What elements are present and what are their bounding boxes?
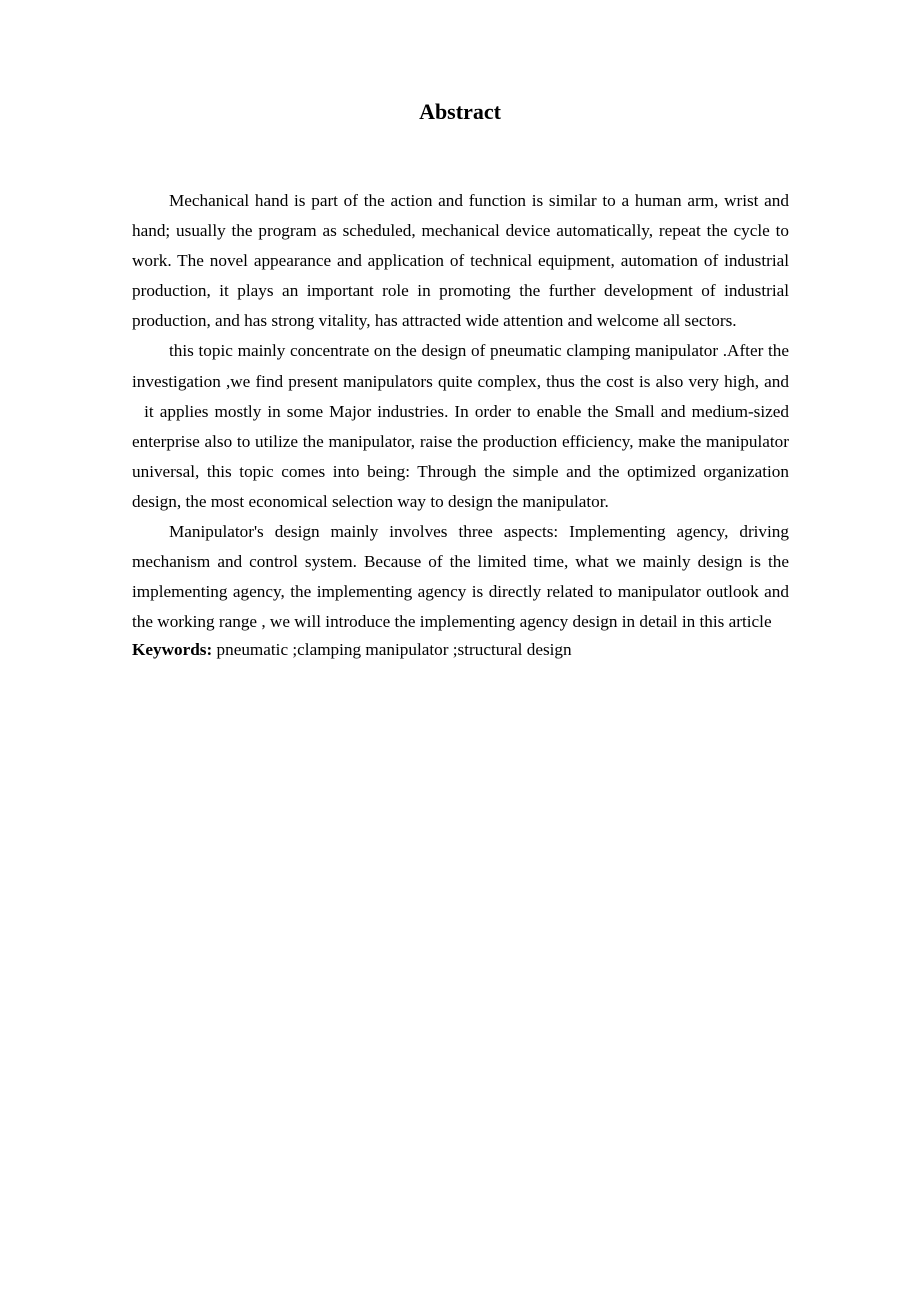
keywords-text: pneumatic ;clamping manipulator ;structural design [212,640,572,660]
abstract-body [132,186,789,663]
keywords-line [132,637,789,663]
keywords-label: Keywords: [132,640,213,660]
abstract-paragraph: Manipulator's design mainly involves three aspects: Implementing agency, driving mechanism and control system. Because of the limited time, what we mainly design is the implementing agency, the implementing agency is directly related to manipulator outlook and the working range , we will introduce the implementing agency design in detail in this article [132,522,789,632]
page-title: Abstract [419,99,501,124]
abstract-paragraph: this topic mainly concentrate on the design of pneumatic clamping manipulator .After the investigation ,we find present manipulators quite complex, thus the cost is also very high, and it applies mostly in some Major industries. In order to enable the Small and medium-sized enterprise also to utilize the manipulator, raise the production efficiency, make the manipulator universal, this topic comes into being: Through the simple and the optimized organization design, the most economical selection way to design the manipulator. [132,341,789,511]
abstract-paragraph: Mechanical hand is part of the action and function is similar to a human arm, wrist and hand; usually the program as scheduled, mechanical device automatically, repeat the cycle to work. The novel appearance and application of technical equipment, automation of industrial production, it plays an important role in promoting the further development of industrial production, and has strong vitality, has attracted wide attention and welcome all sectors. [132,191,789,331]
